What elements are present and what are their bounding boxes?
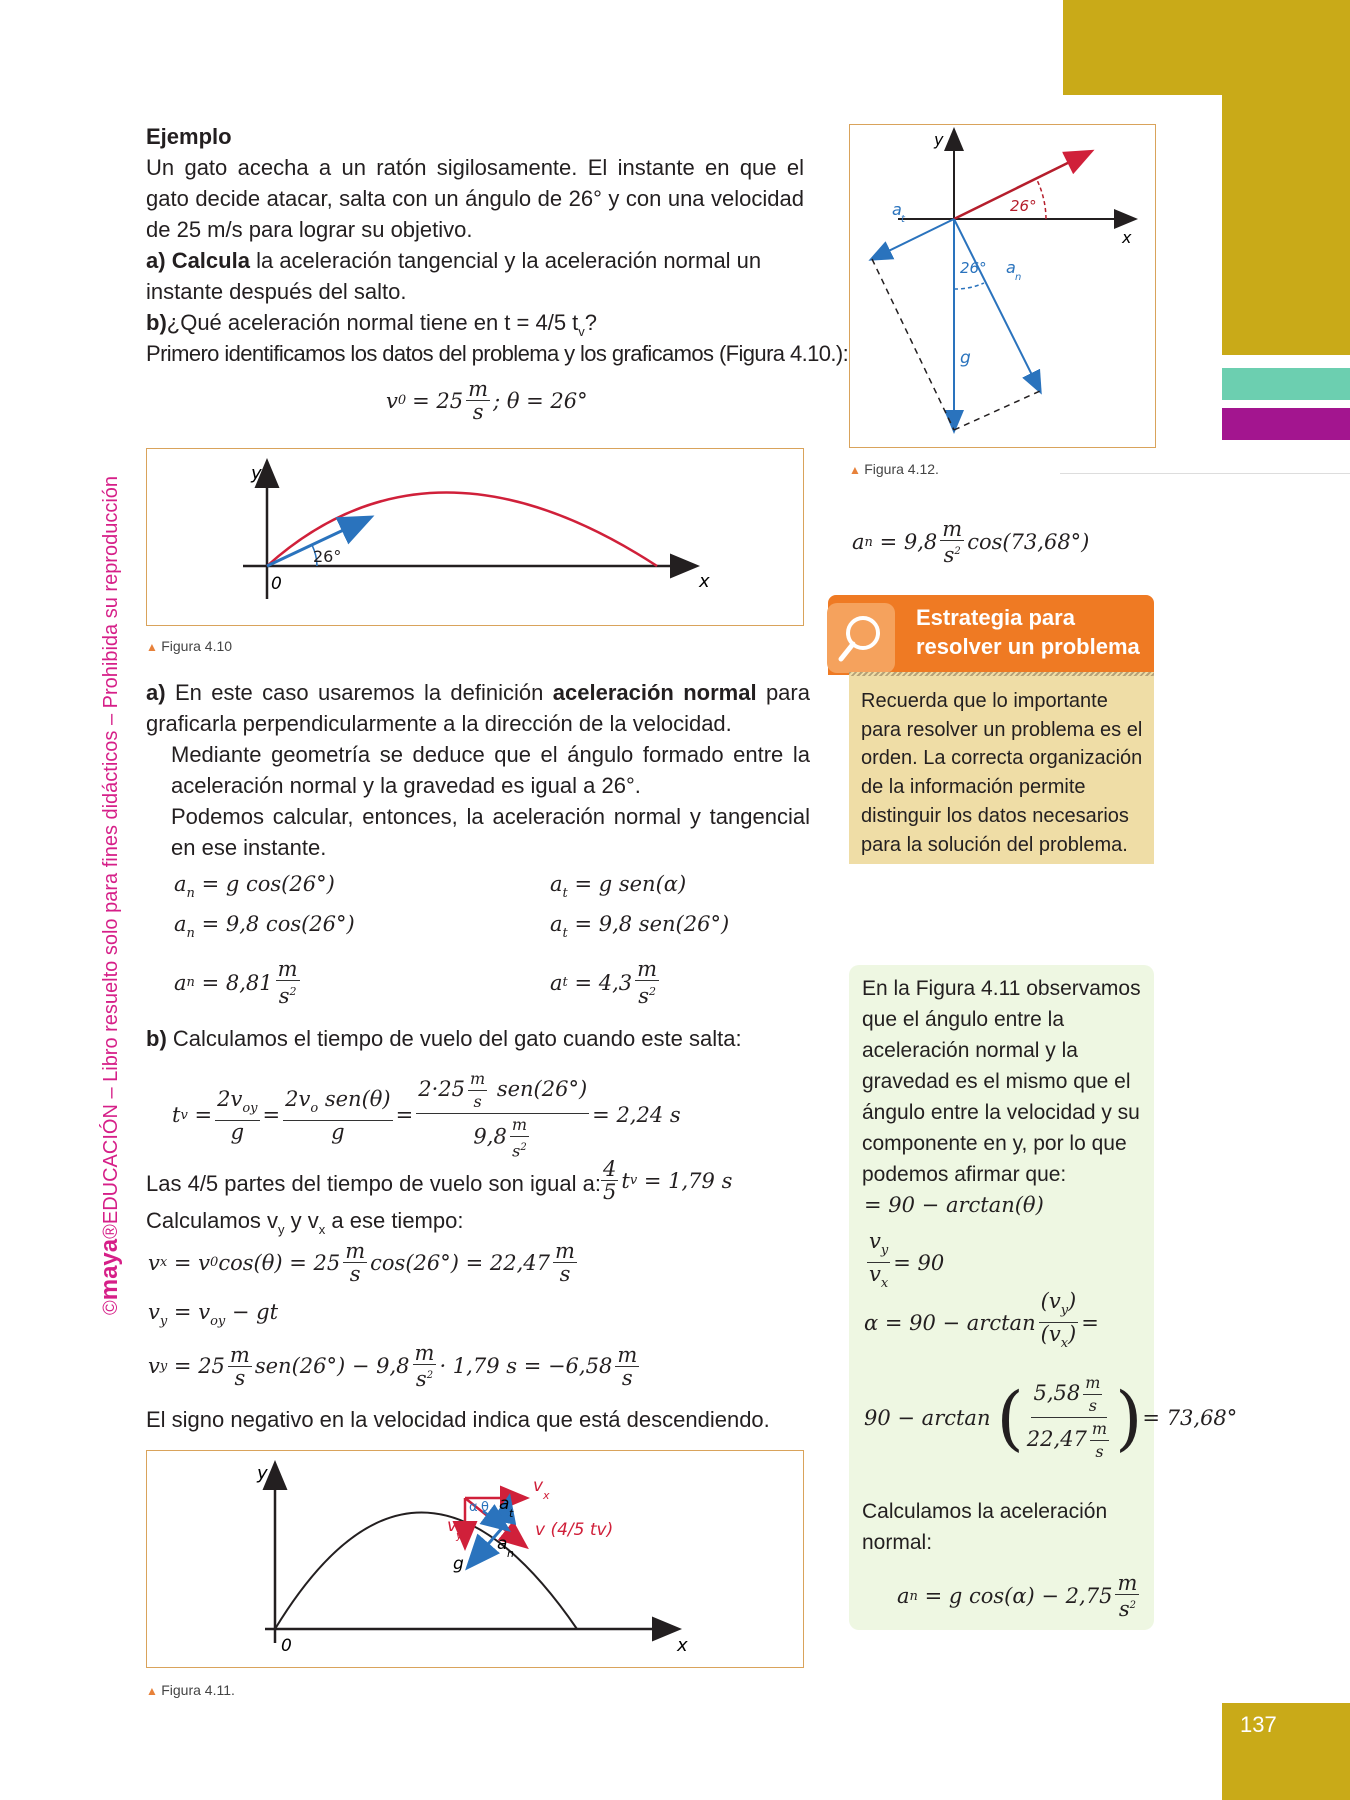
vy-label: v: [447, 1516, 458, 1536]
strategy-title: [916, 603, 1140, 661]
strategy-title-line-1: Estrategia para: [916, 605, 1075, 630]
teal-band: [1222, 368, 1350, 400]
strategy-body: Recuerda que lo importante para resolver un problema es el orden. La correcta organización de la información permite distinguir los datos necesarios para la solución del problema.: [861, 690, 1143, 856]
magenta-band: [1222, 408, 1350, 440]
angle-1-label: 26°: [1010, 197, 1037, 215]
theta-label: θ: [481, 1500, 489, 1515]
figure-4-12: [849, 124, 1156, 448]
at-eq-2: $a_t = 9,8$ sen(26°): [550, 912, 730, 941]
an-label: a: [497, 1534, 508, 1554]
origin-label: 0: [271, 574, 282, 594]
axis-y-label: y: [251, 463, 262, 484]
green-calc-text: Calculamos la aceleración normal:: [862, 1500, 1108, 1554]
axis-x-label: x: [1122, 228, 1132, 247]
axis-x-label: x: [699, 571, 710, 592]
axis-x-label: x: [677, 1635, 688, 1656]
example-intro: Un gato acecha a un ratón sigilosamente. El instante en que el gato decide atacar, salta con un ángulo de 26° y con una velocidad de 25 m/s para lograr su objetivo.: [146, 155, 804, 242]
figure-4-12-svg: [850, 125, 1155, 447]
green-eq-2: $\frac{v_y}{v_x}$ = 90: [869, 1229, 945, 1291]
fraction-line: Las 4/5 partes del tiempo de vuelo son igual a:: [146, 1171, 601, 1196]
part-a-intro: a) En este caso usaremos la definición aceleración normal para graficarla perpendicularmente a la dirección de la velocidad.: [146, 680, 810, 736]
example-part-b: b)¿Qué aceleración normal tiene en t = 4/5 $t_v$?: [146, 310, 598, 339]
gold-band-side: [1222, 95, 1350, 355]
green-final-eq: a n = g cos(α) − 2,75 $\frac{m}{s^2}$: [897, 1571, 1138, 1621]
figure-4-12-rule: [1060, 473, 1350, 474]
dash-1: [872, 259, 954, 430]
part-a-geometry: Mediante geometría se deduce que el ángulo formado entre la aceleración normal y la gravedad es igual a 26°.: [171, 742, 810, 798]
vy-eq-1: $v_y = v_{oy}$ − gt: [148, 1300, 279, 1329]
figure-4-11-caption: ▲ Figura 4.11.: [146, 1682, 235, 1698]
search-icon: [827, 603, 895, 673]
side-copyright-text: ©maya®EDUCACIÓN – Libro resuelto solo para fines didácticos – Prohibida su reproducción: [96, 475, 123, 1315]
angle-label: 26°: [313, 547, 342, 566]
v45-label: v (4/5 tv): [535, 1520, 614, 1540]
g-label: g: [960, 348, 971, 368]
at-arrow: [872, 219, 954, 259]
figure-4-10-svg: [147, 449, 803, 625]
axis-y-label: y: [257, 1463, 268, 1484]
green-note-text: En la Figura 4.11 observamos que el ángulo entre la aceleración normal y la gravedad es el mismo que el ángulo entre la velocidad y su componente en y, por lo que podemos afirmar que:: [862, 977, 1141, 1186]
figure-4-10: [146, 448, 804, 626]
calc-line: Calculamos $v_y$ y $v_x$ a ese tiempo:: [146, 1208, 464, 1237]
frac45: $\frac{4}{5}$ t v = 1,79 s: [603, 1157, 733, 1204]
vx-sub: x: [543, 1489, 550, 1502]
gold-band-top: [1063, 0, 1350, 95]
strategy-title-line-2: resolver un problema: [916, 634, 1140, 659]
alpha-label: α: [469, 1500, 478, 1515]
an-sub: n: [507, 1547, 514, 1560]
at-sub: t: [509, 1507, 514, 1520]
dash-2: [954, 391, 1040, 430]
origin-label: 0: [281, 1636, 292, 1656]
given-values: v 0 = 25 $\frac{m}{s}$ ; θ = 26°: [386, 377, 588, 424]
figure-4-11: [146, 1450, 804, 1668]
an-label: a: [1006, 258, 1016, 277]
angle-2-label: 26°: [960, 259, 987, 277]
at-eq-1: $a_t = g$ sen(α): [550, 872, 687, 901]
at-label: a: [499, 1494, 510, 1514]
green-eq-4: 90 − arctan ( 5,58 $\frac{m}{s}$ 22,47 $\frac{m}{s}$ ) = 73,68°: [864, 1373, 1238, 1461]
figure-4-12-caption: ▲ Figura 4.12.: [849, 461, 939, 477]
green-eq-1: = 90 − arctan(θ): [864, 1193, 1044, 1217]
an-sub: n: [1015, 272, 1022, 283]
trajectory: [275, 1513, 577, 1630]
sign-note: El signo negativo en la velocidad indica que está descendiendo.: [146, 1407, 770, 1432]
green-eq-3: α = 90 − arctan $\frac{(v_y)}{(v_x)}$ =: [864, 1289, 1099, 1351]
at-sub: t: [901, 214, 905, 225]
data-line: Primero identificamos los datos del problema y los graficamos (Figura 4.10.):: [146, 341, 849, 366]
part-a-calc: Podemos calcular, entonces, la aceleración normal y tangencial en ese instante.: [171, 804, 810, 860]
axis-y-label: y: [934, 130, 944, 149]
flight-time-eq: t v = $\frac{2v_{oy}}{g}$ = $\frac{2v_o sen(\theta)}{g}$ = 2·25 $\frac{m}{s}$ sen(26°) 9,8 $\frac{m}{s^2}$ = 2,24 s: [172, 1069, 681, 1161]
angle-arc-1: [1036, 178, 1046, 219]
vy-sub: y: [456, 1529, 463, 1542]
example-part-a: a) Calcula la aceleración tangencial y la aceleración normal un instante después del salto.: [146, 248, 762, 304]
g-label: g: [453, 1554, 464, 1574]
vx-eq: v x = v 0 cos(θ) = 25 $\frac{m}{s}$ cos(26°) = 22,47 $\frac{m}{s}$: [148, 1239, 575, 1286]
an-eq-2: $a_n = 9,8$ cos(26°): [174, 912, 355, 941]
figure-4-11-svg: [147, 1451, 803, 1667]
part-b-intro: b) Calculamos el tiempo de vuelo del gato cuando este salta:: [146, 1026, 742, 1051]
angle-arc-2: [954, 283, 984, 289]
at-eq-3: a t = 4,3 $\frac{m}{s^2}$: [550, 957, 658, 1008]
vy-eq-2: v y = 25 $\frac{m}{s}$ sen(26°) − 9,8 $\frac{m}{s^2}$ · 1,79 s = −6,58 $\frac{m}{s}$: [148, 1341, 638, 1391]
an-eq-3: a n = 8,81 $\frac{m}{s^2}$: [174, 957, 298, 1008]
vx-label: v: [533, 1476, 544, 1496]
fig412-formula: a n = 9,8 $\frac{m}{s^2}$ cos(73,68°): [852, 517, 1090, 567]
page-number: 137: [1240, 1712, 1277, 1737]
an-eq-1: $a_n = g$ cos(26°): [174, 872, 335, 901]
figure-4-10-caption: ▲ Figura 4.10: [146, 638, 232, 654]
at-label: a: [892, 200, 902, 219]
example-heading: Ejemplo: [146, 124, 232, 149]
